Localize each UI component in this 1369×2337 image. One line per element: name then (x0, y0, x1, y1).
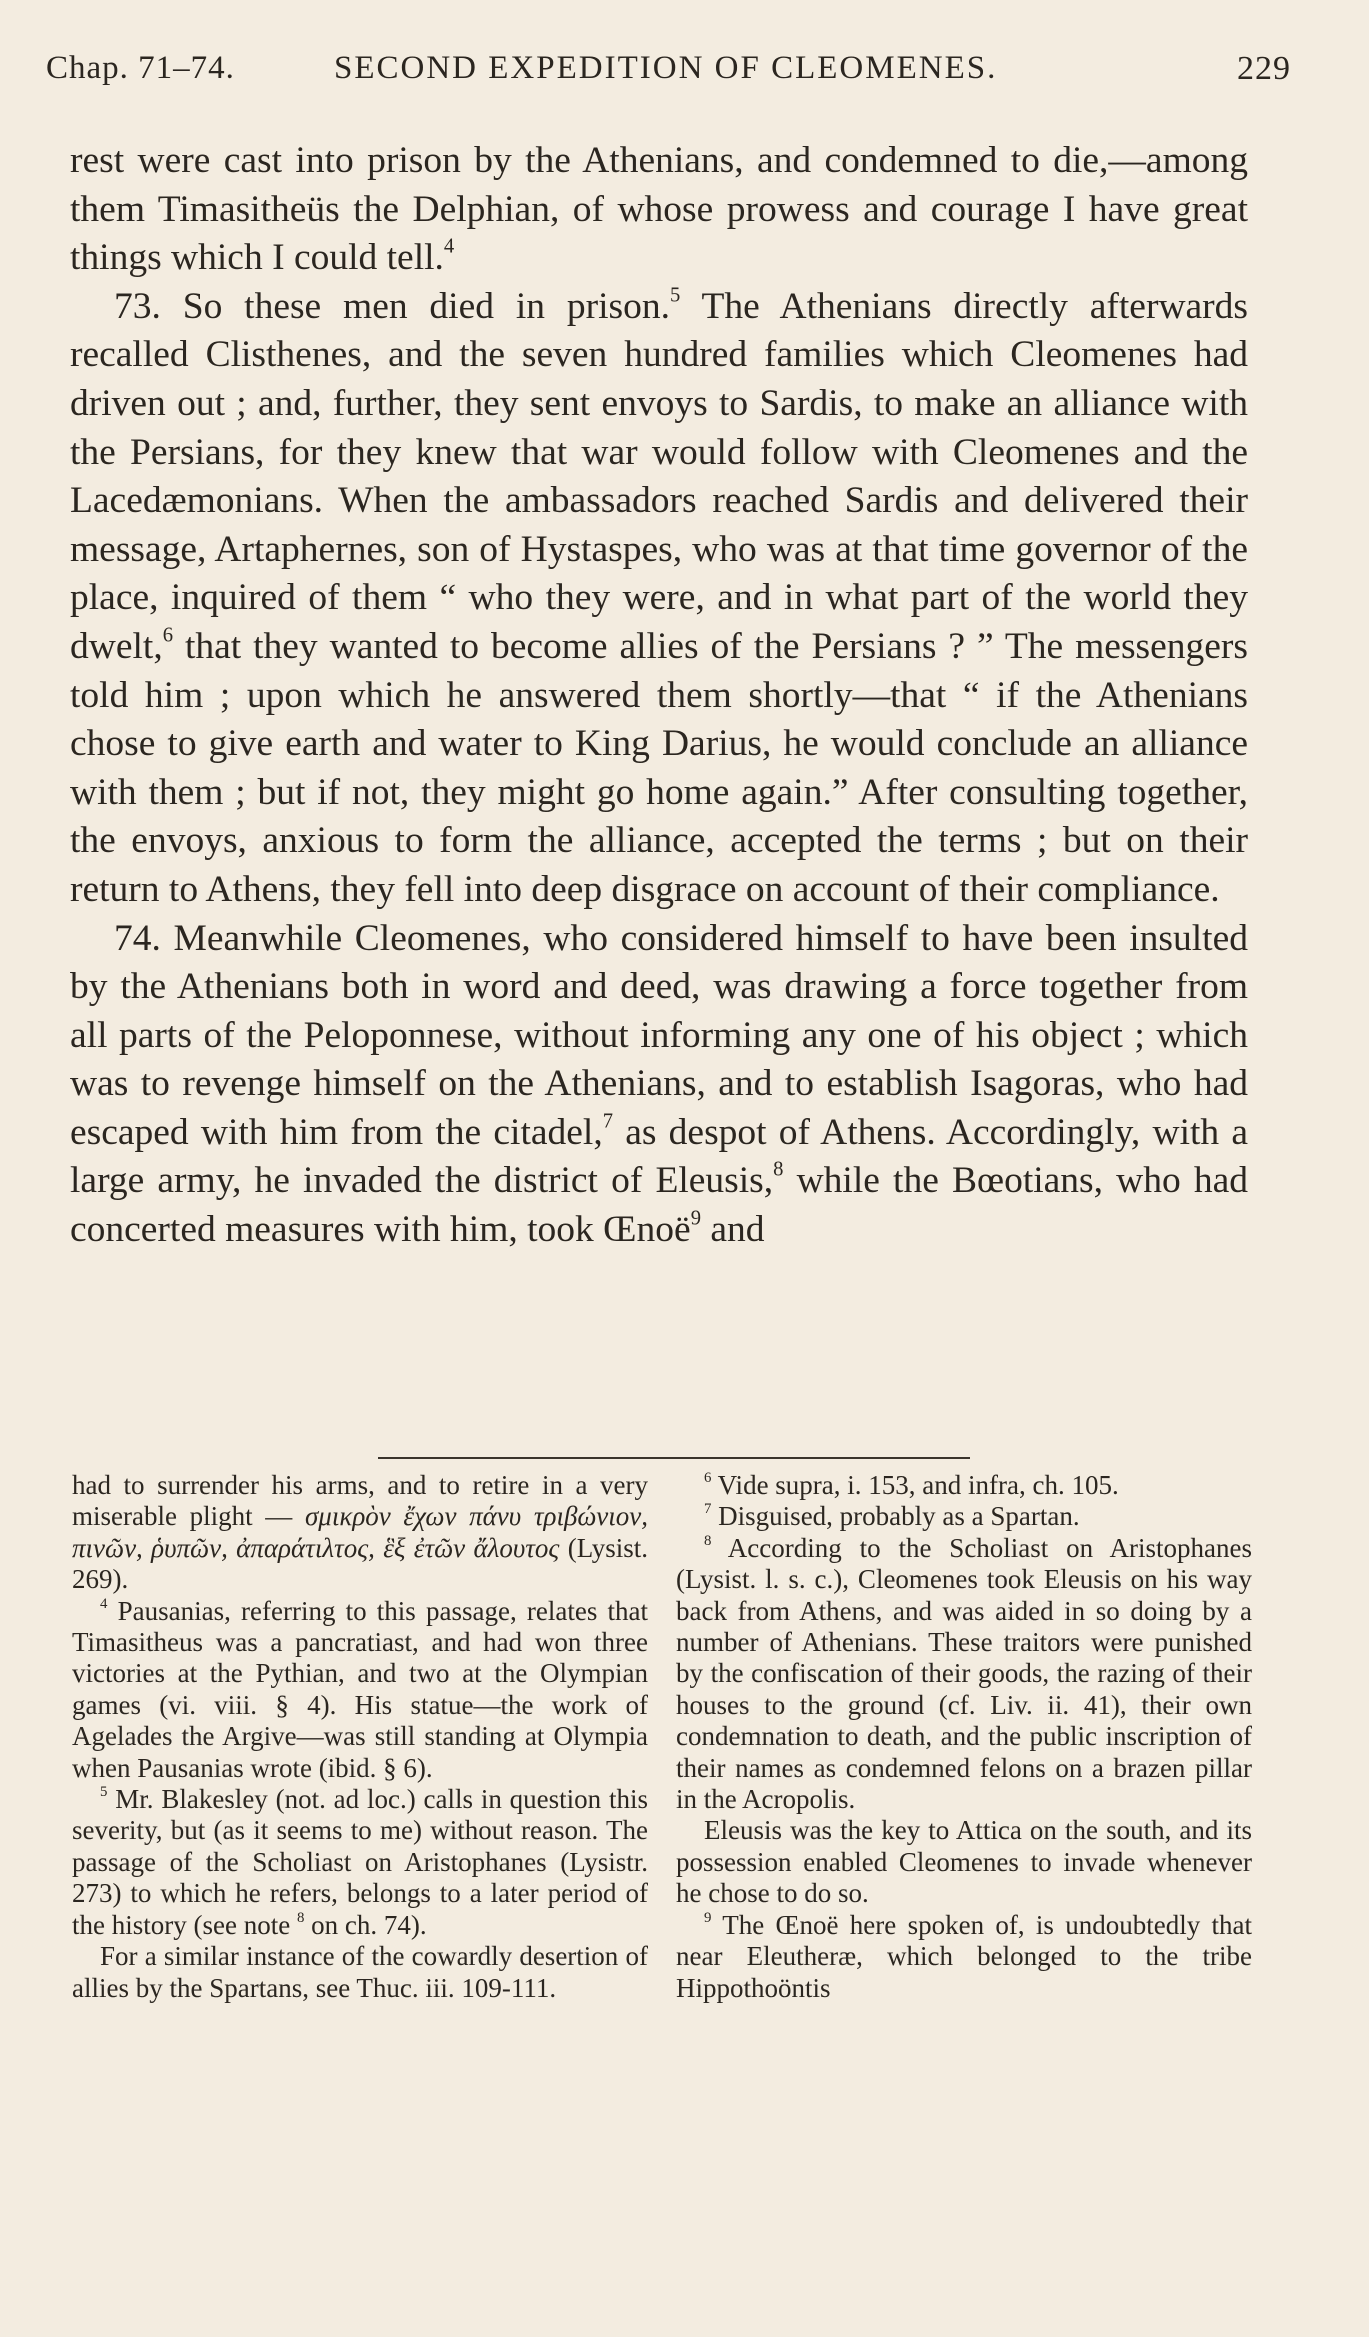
footnote-text: on ch. 74). (304, 1909, 427, 1940)
paragraph-text: and (701, 1209, 765, 1251)
footnote-text: (Lysist. 269). (72, 1532, 648, 1595)
footnote-divider (378, 1457, 970, 1459)
footnote-ref: 8 (296, 1909, 305, 1926)
footnote-ref: 7 (602, 1110, 614, 1133)
footnote-marker: 6 (704, 1470, 712, 1487)
footnote-text: had to surrender his arms, and to retire in a very miserable plight — (72, 1470, 648, 1532)
paragraph-text: that they wanted to become allies of the Persians ? ” The messengers told him ; upon which he answered them shortly—that “ if the Athenians chose to give earth and water to King Darius, he would conclude an alliance with them ; but if not, they might go home again.” After consulting together, the envoys, anxious to form the alliance, accepted the terms ; but on their return to Athens, they fell into deep disgrace on account of their compliance. (70, 625, 1248, 910)
footnote-text: According to the Scholiast on Aristophanes (Lysist. l. s. c.), Cleomenes took Eleusis on his way back from Athens, and was aided in so doing by a number of Athenians. These traitors were punished by the confiscation of their goods, the razing of their houses to the ground (cf. Liv. ii. 41), their own condemnation to death, and the public inscription of their names as condemned felons on a brazen pillar in the Acropolis. (676, 1532, 1252, 1815)
main-text (70, 137, 1248, 1255)
paragraph-text: 74. Meanwhile Cleomenes, who considered himself to have been insulted by the Athenians both in word and deed, was drawing a force together from all parts of the Peloponnese, without informing any one of his object ; which was to revenge himself on the Athenians, and to establish Isagoras, who had escaped with him from the citadel, (70, 917, 1248, 1153)
footnote-ref: 6 (162, 624, 174, 647)
footnote-5-continued (72, 1941, 648, 2004)
footnote-ref: 8 (773, 1158, 784, 1181)
footnote-ref: 9 (690, 1207, 701, 1230)
greek-quotation: σμικρὸν ἔχων πάνυ τριβώνιον, πινῶν, ῥυπῶν, ἀπαράτιλτος, ἓξ ἐτῶν ἄλουτος (72, 1501, 648, 1563)
footnote-7 (676, 1501, 1252, 1532)
footnote-marker: 4 (100, 1595, 108, 1612)
footnote-6 (676, 1470, 1252, 1501)
page-number: 229 (1237, 50, 1291, 87)
footnote-marker: 8 (704, 1532, 712, 1549)
footnote-ref: 5 (669, 284, 681, 307)
paragraph-text: while the Bœotians, who had concerted measures with him, took Œnoë (70, 1160, 1248, 1251)
footnote-text: Mr. Blakesley (not. ad loc.) calls in question this severity, but (as it seems to me) without reason. The passage of the Scholiast on Aristophanes (Lysistr. 273) to which he refers, belongs to a later period of the history (see note (72, 1784, 648, 1940)
footnote-9 (676, 1910, 1252, 2004)
footnote-4 (72, 1596, 648, 1784)
footnote-text: The Œnoë here spoken of, is undoubtedly that near Eleutheræ, which belonged to the tribe Hippothoöntis (676, 1909, 1252, 2003)
footnote-continuation (72, 1470, 648, 1596)
footnote-text: Eleusis was the key to Attica on the south, and its possession enabled Cleomenes to invade whenever he chose to do so. (676, 1815, 1252, 1909)
paragraph-text: as despot of Athens. Accordingly, with a large army, he invaded the district of Eleusis, (70, 1111, 1248, 1202)
paragraph (70, 137, 1248, 283)
footnote-text: Disguised, probably as a Spartan. (711, 1501, 1080, 1532)
footnotes-left-column (72, 1470, 648, 2004)
footnote-text: Pausanias, referring to this passage, relates that Timasitheus was a pancratiast, and had won three victories at the Pythian, and two at the Olympian games (vi. viii. § 4). His statue—the work of Agelades the Argive—was still standing at Olympia when Pausanias wrote (ibid. § 6). (72, 1595, 648, 1783)
running-header (46, 50, 1291, 100)
footnote-8-continued (676, 1815, 1252, 1909)
paragraph-text: The Athenians directly afterwards recalled Clisthenes, and the seven hundred families which Cleomenes had driven out ; and, further, they sent envoys to Sardis, to make an alliance with the Persians, for they knew that war would follow with Cleomenes and the Lacedæmonians. When the ambassadors reached Sardis and delivered their message, Artaphernes, son of Hystaspes, who was at that time governor of the place, inquired of them “ who they were, and in what part of the world they dwelt, (70, 285, 1248, 667)
footnotes-right-column (676, 1470, 1252, 2004)
footnote-5 (72, 1784, 648, 1941)
paragraph-text: 73. So these men died in prison. (114, 285, 670, 327)
footnote-marker: 7 (704, 1501, 712, 1518)
footnote-8 (676, 1533, 1252, 1816)
chapter-range: Chap. 71–74. (46, 50, 235, 86)
footnote-text: For a similar instance of the cowardly desertion of allies by the Spartans, see Thuc. iii. 109-111. (72, 1941, 648, 2003)
footnote-text: Vide supra, i. 153, and infra, ch. 105. (711, 1470, 1119, 1500)
footnote-marker: 5 (100, 1784, 108, 1801)
paragraph-74 (70, 915, 1248, 1255)
running-title: SECOND EXPEDITION OF CLEOMENES. (334, 50, 998, 86)
paragraph-73 (70, 283, 1248, 915)
footnote-marker: 9 (704, 1909, 712, 1926)
footnote-ref: 4 (443, 235, 455, 258)
paragraph-text: rest were cast into prison by the Athenians, and condemned to die,—among them Timasitheüs the Delphian, of whose prowess and courage I have great things which I could tell. (70, 140, 1248, 279)
